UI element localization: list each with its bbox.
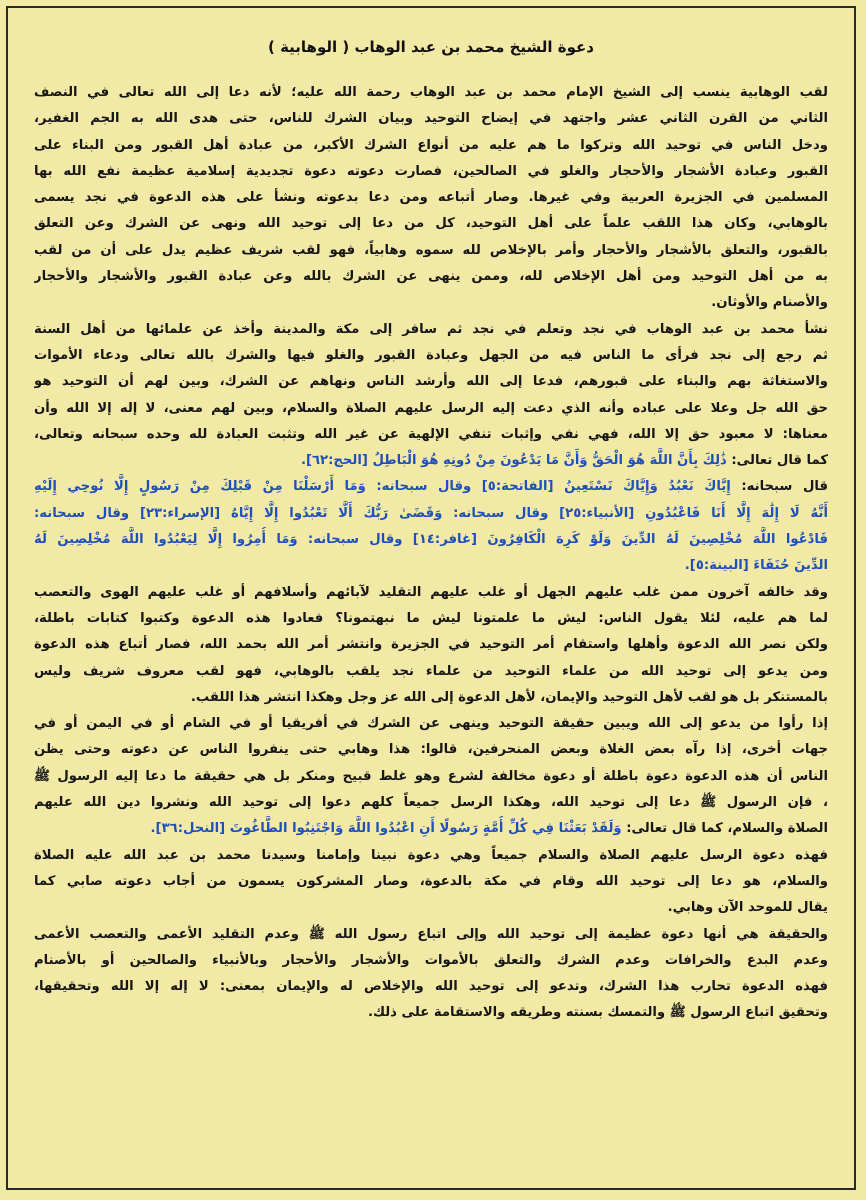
line-text: ، فإن الرسول ﷺ دعا إلى توحيد الله، وهكذا الرسل جميعاً كلهم دعوا إلى توحيد الله ونشروا دين الله عليهم [34,795,828,811]
text-line [34,185,828,211]
line-text: معناها: لا معبود حق إلا الله، فهي نفي وإثبات تنفي الإلهية عن غير الله وتثبت العبادة لله وحده سبحانه وتعالى، [34,426,828,442]
text-line [34,790,828,816]
text-line [34,474,828,500]
text-line [34,264,828,290]
line-text: بالوهابي، وكان هذا اللقب علماً على أهل التوحيد، كل من دعا إلى توحيد الله ونهى عن الشرك وعن التعلق [34,216,828,232]
line-text: بالقبور، والتعلق بالأشجار والأحجار وأمر بالإخلاص لله سموه وهابياً، فهو لقب شريف عظيم يدل على أن من لقب [34,242,828,258]
line-text: ولكن نصر الله الدعوة وأهلها واستقام أمر التوحيد في الجزيرة وانتشر أمر الله بحمد الله، فصار أتباع هذه الدعوة [34,637,828,653]
line-text: والأصنام والأوثان. [711,295,828,311]
quran-quote: ذَٰلِكَ بِأَنَّ اللَّهَ هُوَ الْحَقُّ وَأَنَّ مَا يَدْعُونَ مِنْ دُونِهِ هُوَ الْبَاطِلُ [الحج:٦٢]. [300,453,727,469]
text-line [34,106,828,132]
line-text: والسلام، هو دعا إلى توحيد الله وقام في مكة بالدعوة، وصار المشركون يسمون من أجاب دعوته صابي كما [34,873,828,889]
line-text: كما قال تعالى: [731,453,828,469]
text-line [34,290,828,316]
text-line [34,843,828,869]
text-line [34,659,828,685]
text-line [34,527,828,553]
quran-quote: إِيَّاكَ نَعْبُدُ وَإِيَّاكَ نَسْتَعِينُ [الفاتحة:٥] وقال سبحانه: وَمَا أَرْسَلْنَا مِنْ قَبْلِكَ مِنْ رَسُولٍ إِلَّا نُوحِي إِلَيْهِ [34,479,731,495]
line-text: لما هم عليه، لئلا يقول الناس: ليش ما علمتونا ليش ما نبهتمونا؟ فعادوا هذه الدعوة وكتبوا كتابات باطلة، [34,610,828,626]
text-line [34,632,828,658]
line-text: لقب الوهابية ينسب إلى الشيخ الإمام محمد بن عبد الوهاب رحمة الله عليه؛ لأنه دعا إلى الله تعالى في النصف [34,85,828,100]
line-text: فهذه الدعوة تحارب هذا الشرك، وتدعو إلى توحيد الله والإخلاص له والإيمان بمعنى: لا إله إلا الله وتحقيقها، [34,979,828,995]
line-text: الناس أن هذه الدعوة دعوة باطلة أو دعوة مخالفة لشرع وهو غلط قبيح ومنكر بل هي حقيقة ما دعا إليه الرسول ﷺ [34,768,828,784]
line-text: حق الله جل وعلا على عباده وأنه الذي دعت إليه الرسل عليهم الصلاة والسلام، وبين لهم معنى، لا إله إلا الله وأن [34,400,828,416]
text-line [34,422,828,448]
line-text: الثاني من القرن الثاني عشر واجتهد في إيضاح التوحيد وبيان الشرك للناس، حتى هدى الله به الجم الغفير، [34,111,828,127]
text-line [34,737,828,763]
line-text: جهات أخرى، إذا رآه بعض الغلاة وبعض المنحرفين، قالوا: هذا وهابي حتى ينفروا الناس عن دعوته وحتى يظن [34,742,828,758]
text-line [34,895,828,921]
line-text: نشأ محمد بن عبد الوهاب في نجد وتعلم في نجد ثم سافر إلى مكة والمدينة وأخذ عن علمائها من أهل السنة [34,321,828,337]
text-line [34,343,828,369]
line-text: ثم رجع إلى نجد فرأى ما الناس فيه من الجهل وعبادة القبور والغلو فيها والشرك بالله تعالى ودعاء الأموات [34,347,828,363]
line-text: الصلاة والسلام، كما قال تعالى: [626,821,828,837]
article-body [34,80,828,1027]
text-line [34,922,828,948]
text-line [34,711,828,737]
line-text: إذا رأوا من يدعو إلى الله ويبين حقيقة التوحيد وينهى عن الشرك في أفريقيا أو في الشام أو في اليمن أو في [34,716,828,732]
text-line [34,869,828,895]
text-line [34,816,828,842]
text-line [34,764,828,790]
text-line [34,948,828,974]
line-text: بالمستنكر بل هو لقب لأهل التوحيد والإيمان، لأهل الدعوة إلى الله عز وجل وهكذا انتشر هذا اللقب. [190,689,828,705]
text-line [34,396,828,422]
quran-quote: فَادْعُوا اللَّهَ مُخْلِصِينَ لَهُ الدِّينَ وَلَوْ كَرِهَ الْكَافِرُونَ [غافر:١٤] وقال سبحانه: وَمَا أُمِرُوا إِلَّا لِيَعْبُدُوا اللَّهَ مُخْلِصِينَ لَهُ [34,532,828,548]
text-line [34,1000,828,1026]
quran-quote: الدِّينَ حُنَفَاءَ [البينة:٥]. [684,558,828,574]
line-text: وتحقيق اتباع الرسول ﷺ والتمسك بسنته وطريقه والاستقامة على ذلك. [367,1005,828,1021]
text-line [34,369,828,395]
text-line [34,133,828,159]
text-line [34,80,828,106]
line-text: يقال للموحد الآن وهابي. [667,900,828,916]
text-line [34,974,828,1000]
text-line [34,317,828,343]
quran-quote: أَنَّهُ لَا إِلَٰهَ إِلَّا أَنَا فَاعْبُدُونِ [الأنبياء:٢٥] وقال سبحانه: وَقَضَىٰ رَبُّكَ أَلَّا تَعْبُدُوا إِلَّا إِيَّاهُ [الإسراء:٢٣] وقال سبحانه: [34,505,828,521]
line-text: ومن يدعو إلى توحيد الله من علماء التوحيد من علماء نجد يلقب بالوهابي، فهو لقب معروف شريف وليس [34,663,828,679]
text-line [34,553,828,579]
page-title: دعوة الشيخ محمد بن عبد الوهاب ( الوهابية ) [268,38,594,56]
line-text: وقد خالفه آخرون ممن غلب عليهم الجهل أو غلب عليهم التقليد لآبائهم وأسلافهم أو غلب عليهم الهوى والتعصب [34,584,828,600]
text-line [34,448,828,474]
quran-quote: وَلَقَدْ بَعَثْنَا فِي كُلِّ أُمَّةٍ رَسُولًا أَنِ اعْبُدُوا اللَّهَ وَاجْتَنِبُوا الطَّاغُوتَ [النحل:٣٦]. [150,821,622,837]
line-text: فهذه دعوة الرسل عليهم الصلاة والسلام جميعاً وهي دعوة نبينا وإمامنا وسيدنا محمد بن عبد الله عليه الصلاة [34,847,828,863]
text-line [34,211,828,237]
text-line [34,159,828,185]
line-text: ودخل الناس في توحيد الله وتركوا ما هم عليه من أنواع الشرك الأكبر، من عبادة أهل القبور ومن البناء على [34,137,828,153]
line-text: والاستغاثة بهم والبناء على قبورهم، فدعا إلى الله وأرشد الناس ونهاهم عن الشرك، وبين لهم أن التوحيد هو [34,374,828,390]
text-line [34,238,828,264]
line-text: المسلمين في الجزيرة العربية وفي غيرها. وصار أتباعه ومن دعا بدعوته ونشأ على هذه الدعوة في نجد يسمى [34,190,828,206]
line-text: وعدم البدع والخرافات وعدم الشرك والتعلق بالأموات والأشجار والأحجار وبالأنبياء والصالحين أو بالأصنام [34,952,828,968]
line-text: القبور وعبادة الأشجار والأحجار والغلو في الصالحين، فصارت دعوته دعوة تجديدية إسلامية عظيمة نفع الله بها [34,163,828,179]
line-text: والحقيقة هي أنها دعوة عظيمة إلى توحيد الله وإلى اتباع رسول الله ﷺ وعدم التقليد الأعمى والتعصب الأعمى [34,926,828,942]
text-line [34,606,828,632]
text-line [34,685,828,711]
text-line [34,501,828,527]
document-page [6,6,856,1190]
text-line [34,580,828,606]
line-text: به من أهل التوحيد ومن أهل الإخلاص لله، وممن ينهى عن الشرك بالله وعن عبادة القبور والأشجار والأحجار [34,269,828,285]
line-text: قال سبحانه: [741,479,828,495]
